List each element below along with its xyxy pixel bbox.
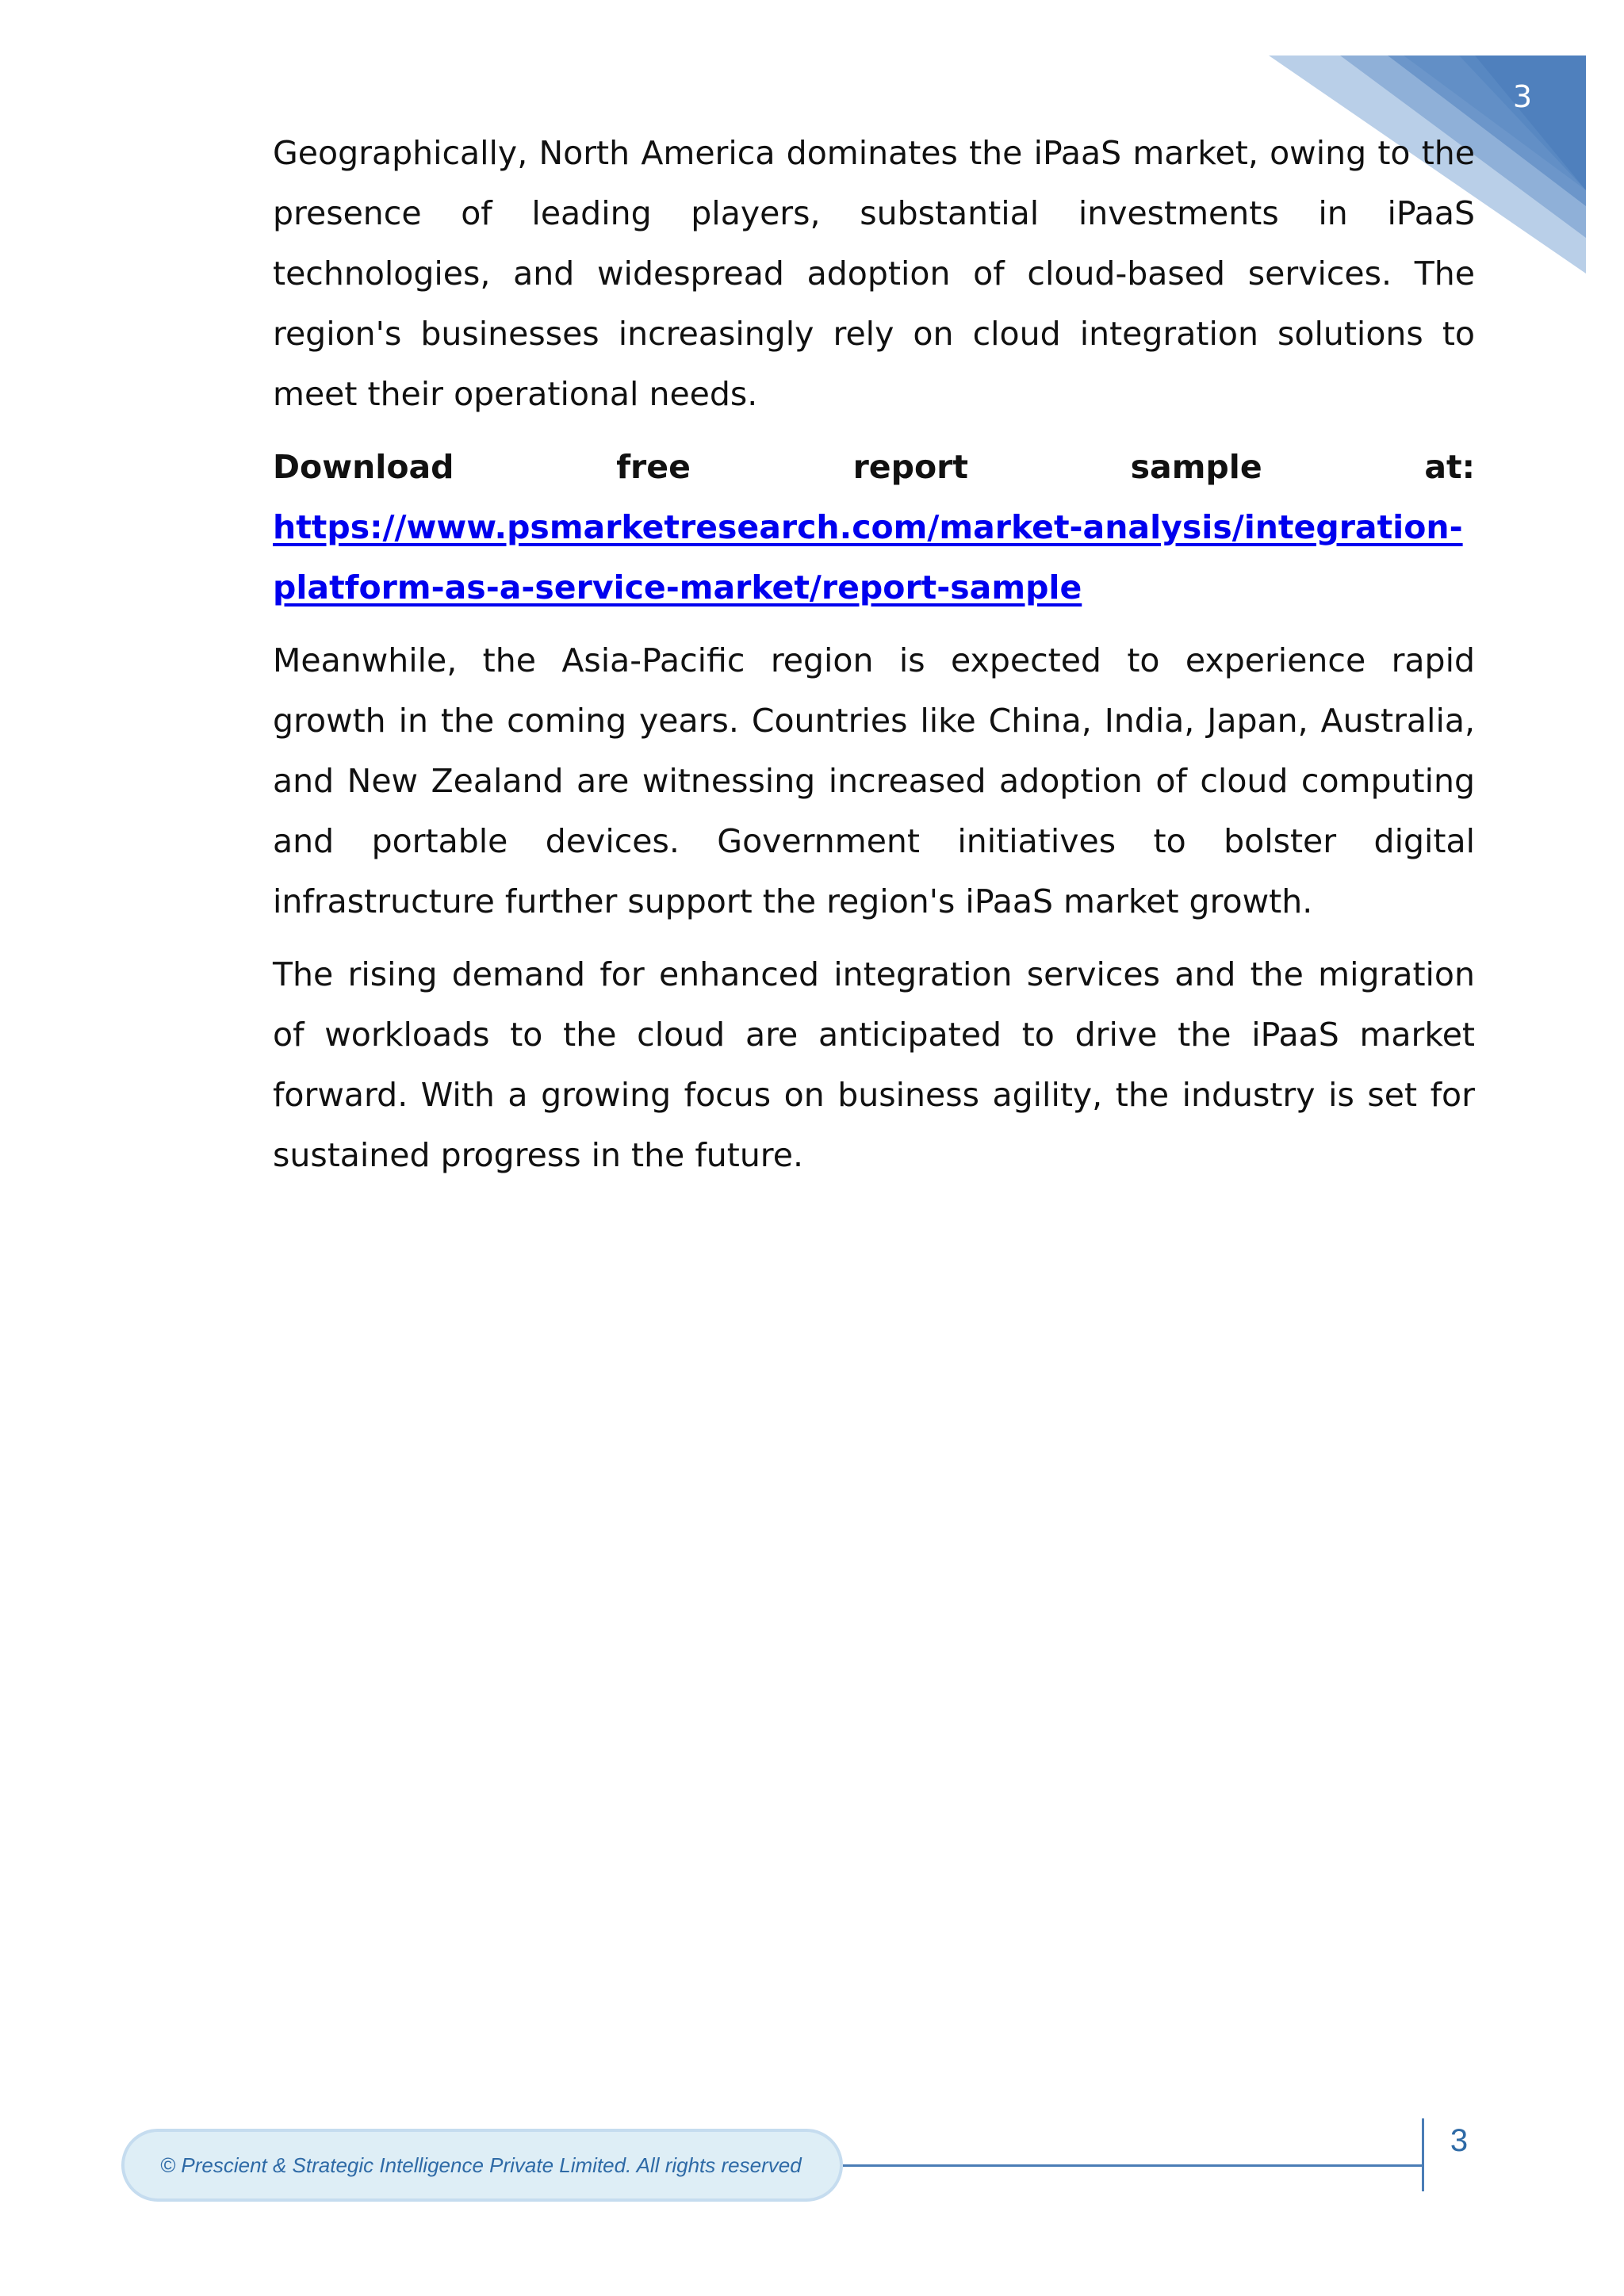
page-footer xyxy=(0,2117,1624,2220)
download-label: Download free report sample at: xyxy=(273,448,1475,486)
document-body xyxy=(273,123,1475,1198)
report-sample-link[interactable]: https://www.psmarketresearch.com/market-analysis/integration-platform-as-a-service-market/report-sample xyxy=(273,508,1463,607)
header-page-number: 3 xyxy=(1512,79,1533,114)
paragraph-asia-pacific: Meanwhile, the Asia-Pacific region is expected to experience rapid growth in the coming years. Countries like China, India, Japan, Australia, and New Zealand are witnessing increased adoption of cloud computing and portable devices. Government initiatives to bolster digital infrastructure further support the region's iPaaS market growth. xyxy=(273,641,1475,920)
footer-vertical-divider xyxy=(1422,2118,1424,2191)
footer-divider xyxy=(843,2164,1423,2167)
footer-copyright-box xyxy=(121,2129,843,2202)
paragraph-north-america: Geographically, North America dominates the iPaaS market, owing to the presence of leading players, substantial investments in iPaaS technologies, and widespread adoption of cloud-based services. The region's businesses increasingly rely on cloud integration solutions to meet their operational needs. xyxy=(273,134,1475,413)
footer-copyright: © Prescient & Strategic Intelligence Private Limited. All rights reserved xyxy=(160,2153,802,2177)
paragraph-outlook: The rising demand for enhanced integration services and the migration of workloads to the cloud are anticipated to drive the iPaaS market forward. With a growing focus on business agility, the industry is set for sustained progress in the future. xyxy=(273,955,1475,1174)
footer-page-number: 3 xyxy=(1450,2123,1469,2158)
